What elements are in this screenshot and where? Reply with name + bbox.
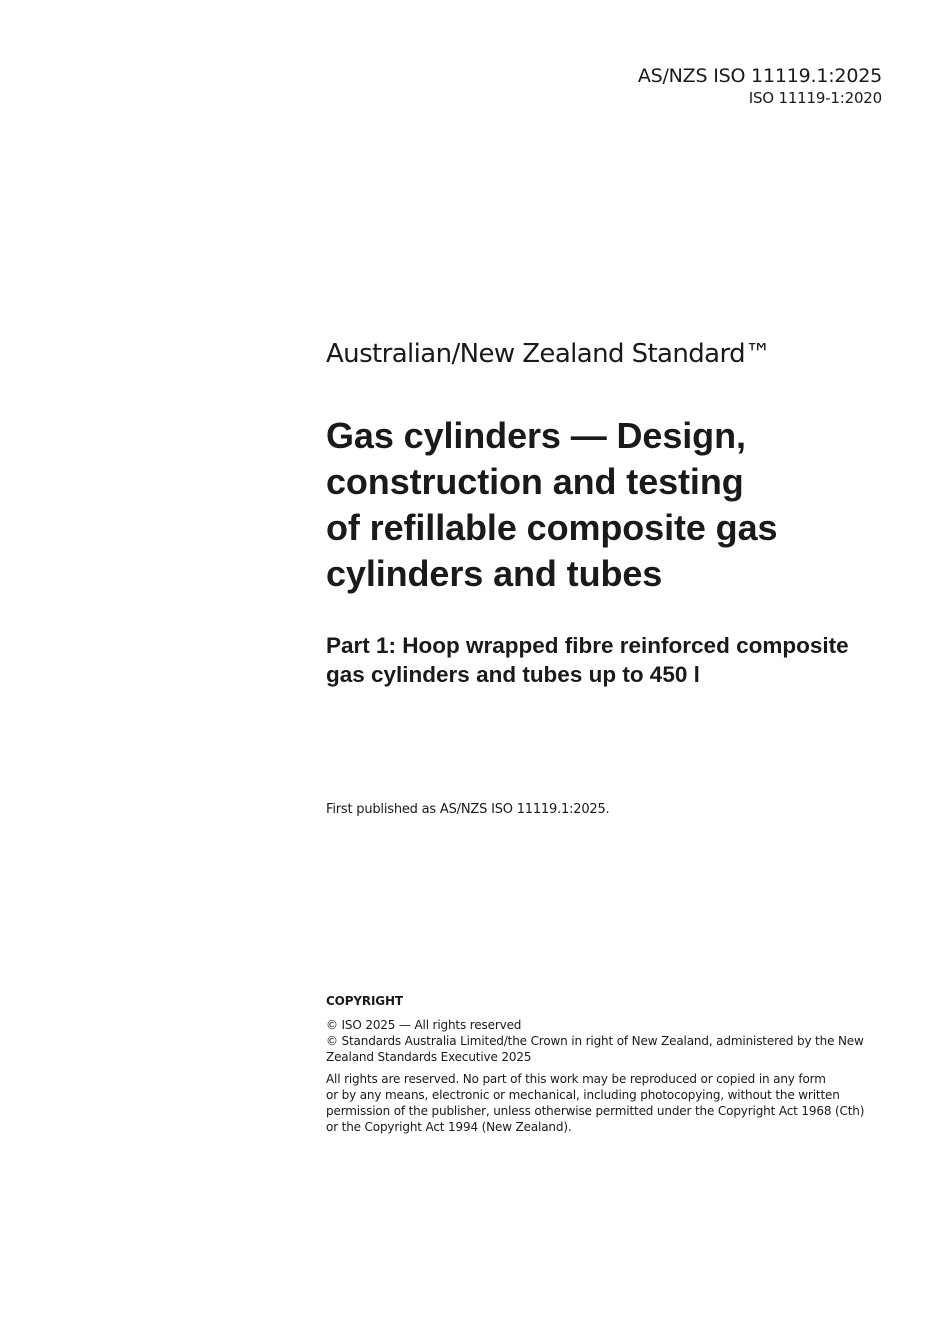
subtitle-line: gas cylinders and tubes up to 450 l	[326, 662, 700, 687]
first-published-note: First published as AS/NZS ISO 11119.1:2025.	[326, 802, 610, 817]
document-title	[326, 413, 846, 597]
rights-line: permission of the publisher, unless otherwise permitted under the Copyright Act 1968 (Cth)	[326, 1104, 865, 1118]
rights-line: or the Copyright Act 1994 (New Zealand).	[326, 1120, 572, 1134]
title-line: of refillable composite gas	[326, 507, 778, 548]
copyright-heading: COPYRIGHT	[326, 994, 403, 1008]
copyright-notice	[326, 1017, 896, 1065]
document-subtitle	[326, 631, 906, 689]
subtitle-line: Part 1: Hoop wrapped fibre reinforced composite	[326, 633, 849, 658]
copyright-notice-line: © ISO 2025 — All rights reserved	[326, 1018, 522, 1032]
copyright-notice-line: © Standards Australia Limited/the Crown in right of New Zealand, administered by the New	[326, 1034, 864, 1048]
title-line: cylinders and tubes	[326, 553, 663, 594]
document-identifiers	[638, 64, 882, 108]
title-line: construction and testing	[326, 461, 744, 502]
standard-designation: Australian/New Zealand Standard™	[326, 339, 771, 369]
standard-number: AS/NZS ISO 11119.1:2025	[637, 65, 882, 87]
iso-number: ISO 11119-1:2020	[748, 89, 882, 107]
title-line: Gas cylinders — Design,	[326, 415, 746, 456]
copyright-notice-line: Zealand Standards Executive 2025	[326, 1050, 532, 1064]
rights-statement	[326, 1071, 896, 1135]
rights-line: All rights are reserved. No part of this work may be reproduced or copied in any form	[326, 1072, 826, 1086]
rights-line: or by any means, electronic or mechanical, including photocopying, without the written	[326, 1088, 840, 1102]
copyright-block	[326, 993, 896, 1135]
